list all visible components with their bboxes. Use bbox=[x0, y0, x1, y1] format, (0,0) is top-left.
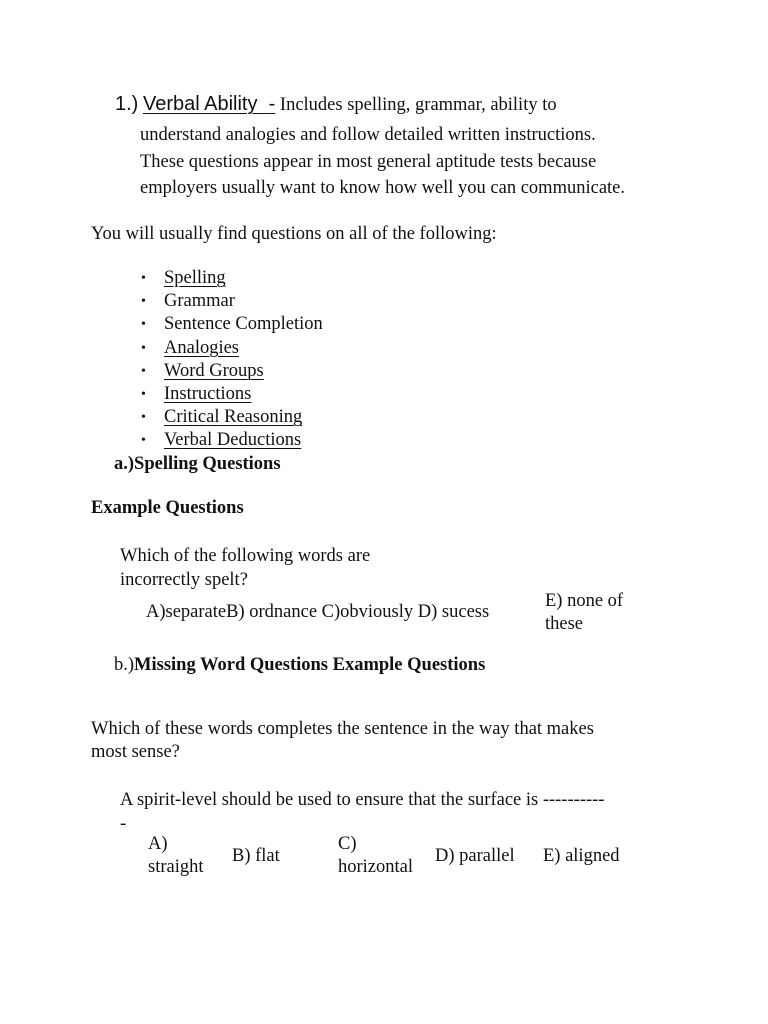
section-b-heading bbox=[114, 654, 485, 676]
example-questions-heading: Example Questions bbox=[91, 498, 244, 518]
bullet-icon: • bbox=[141, 294, 146, 310]
section-1-number: 1.) bbox=[115, 93, 139, 115]
section-1-description bbox=[140, 122, 625, 202]
sentence-line: - bbox=[120, 814, 127, 834]
section-a-heading bbox=[114, 453, 281, 475]
bullet-icon: • bbox=[141, 271, 146, 286]
topic-label: Sentence Completion bbox=[164, 314, 323, 335]
option-line: these bbox=[545, 614, 584, 634]
question-line: incorrectly spelt? bbox=[120, 570, 248, 590]
section-b-prefix: b.) bbox=[114, 655, 135, 675]
option-line: horizontal bbox=[338, 857, 414, 877]
question-line: Which of the following words are bbox=[120, 546, 371, 566]
description-line: These questions appear in most general aptitude tests because bbox=[140, 151, 597, 172]
bullet-icon: • bbox=[141, 386, 146, 402]
bullet-icon: • bbox=[141, 340, 146, 356]
list-item bbox=[141, 360, 323, 383]
topic-link[interactable]: Critical Reasoning bbox=[164, 407, 303, 428]
section-1-title: Verbal Ability - bbox=[142, 93, 276, 115]
bullet-icon: • bbox=[141, 433, 146, 449]
topics-list bbox=[141, 267, 323, 453]
option-line: C) bbox=[338, 834, 357, 854]
topic-label: Grammar bbox=[164, 291, 235, 312]
topic-link[interactable]: Word Groups bbox=[164, 360, 264, 381]
answer-option-e: E) aligned bbox=[543, 846, 620, 866]
topics-intro: You will usually find questions on all of the following: bbox=[91, 224, 497, 244]
section-1-intro-line: Includes spelling, grammar, ability to bbox=[279, 95, 557, 115]
bullet-icon: • bbox=[141, 410, 146, 426]
description-line: understand analogies and follow detailed written instructions. bbox=[140, 125, 596, 145]
answer-option-b: B) flat bbox=[232, 846, 280, 866]
option-line: E) none of bbox=[545, 591, 624, 611]
spelling-option-e bbox=[545, 590, 623, 636]
list-item bbox=[141, 383, 323, 406]
question-line: most sense? bbox=[91, 742, 180, 762]
list-item bbox=[141, 406, 323, 429]
list-item bbox=[141, 313, 323, 336]
list-item bbox=[141, 429, 323, 452]
option-line: A) bbox=[148, 834, 168, 854]
missing-word-question bbox=[91, 718, 594, 764]
section-a-title: Spelling Questions bbox=[134, 454, 281, 474]
option-line: straight bbox=[148, 857, 204, 877]
answer-option-d: D) parallel bbox=[435, 846, 515, 866]
section-b-title: Missing Word Questions Example Questions bbox=[134, 655, 486, 675]
answer-option-a bbox=[148, 833, 204, 879]
topic-link[interactable]: Analogies bbox=[164, 337, 240, 358]
missing-word-sentence bbox=[120, 788, 604, 836]
topic-link[interactable]: Verbal Deductions bbox=[164, 430, 302, 451]
answer-option-c bbox=[338, 833, 413, 879]
list-item bbox=[141, 337, 323, 360]
topic-link[interactable]: Instructions bbox=[164, 383, 252, 404]
spelling-options-a-d: A)separateB) ordnance C)obviously D) sucess bbox=[146, 602, 490, 622]
section-1-heading bbox=[115, 92, 557, 116]
bullet-icon: • bbox=[141, 363, 146, 379]
list-item bbox=[141, 267, 323, 290]
topic-link[interactable]: Spelling bbox=[164, 268, 226, 288]
spelling-question bbox=[120, 544, 370, 592]
question-line: Which of these words completes the sentence in the way that makes bbox=[91, 719, 594, 739]
description-line: employers usually want to know how well you can communicate. bbox=[140, 178, 626, 198]
sentence-line: A spirit-level should be used to ensure that the surface is ---------- bbox=[120, 790, 605, 810]
bullet-icon: • bbox=[141, 317, 146, 333]
list-item bbox=[141, 290, 323, 313]
section-a-prefix: a.) bbox=[114, 454, 135, 474]
